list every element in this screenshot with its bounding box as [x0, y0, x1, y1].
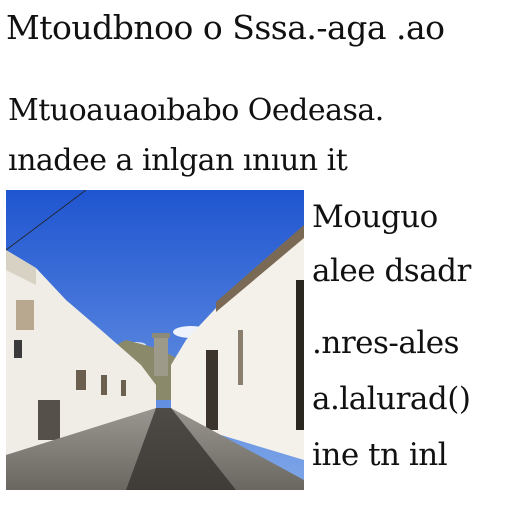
subtitle-line-1: Mtuoauaoıbabo Oedeasa.: [8, 93, 384, 128]
street-photo-icon: [6, 190, 304, 490]
side-text-line-5: ine tn inl: [312, 437, 448, 473]
side-text-line-2: alee dsadr: [312, 253, 471, 289]
article-title: Mtoudbnoo o Sssa.-aga .ao: [6, 8, 445, 47]
subtitle-line-2: ınadee a inlgan ınıun it: [8, 143, 348, 178]
side-text-line-4: a.lalurad(): [312, 381, 471, 417]
side-text-line-3: .nres-ales: [312, 325, 460, 361]
street-photo: [6, 190, 304, 490]
side-text-line-1: Mouguo: [312, 199, 438, 235]
